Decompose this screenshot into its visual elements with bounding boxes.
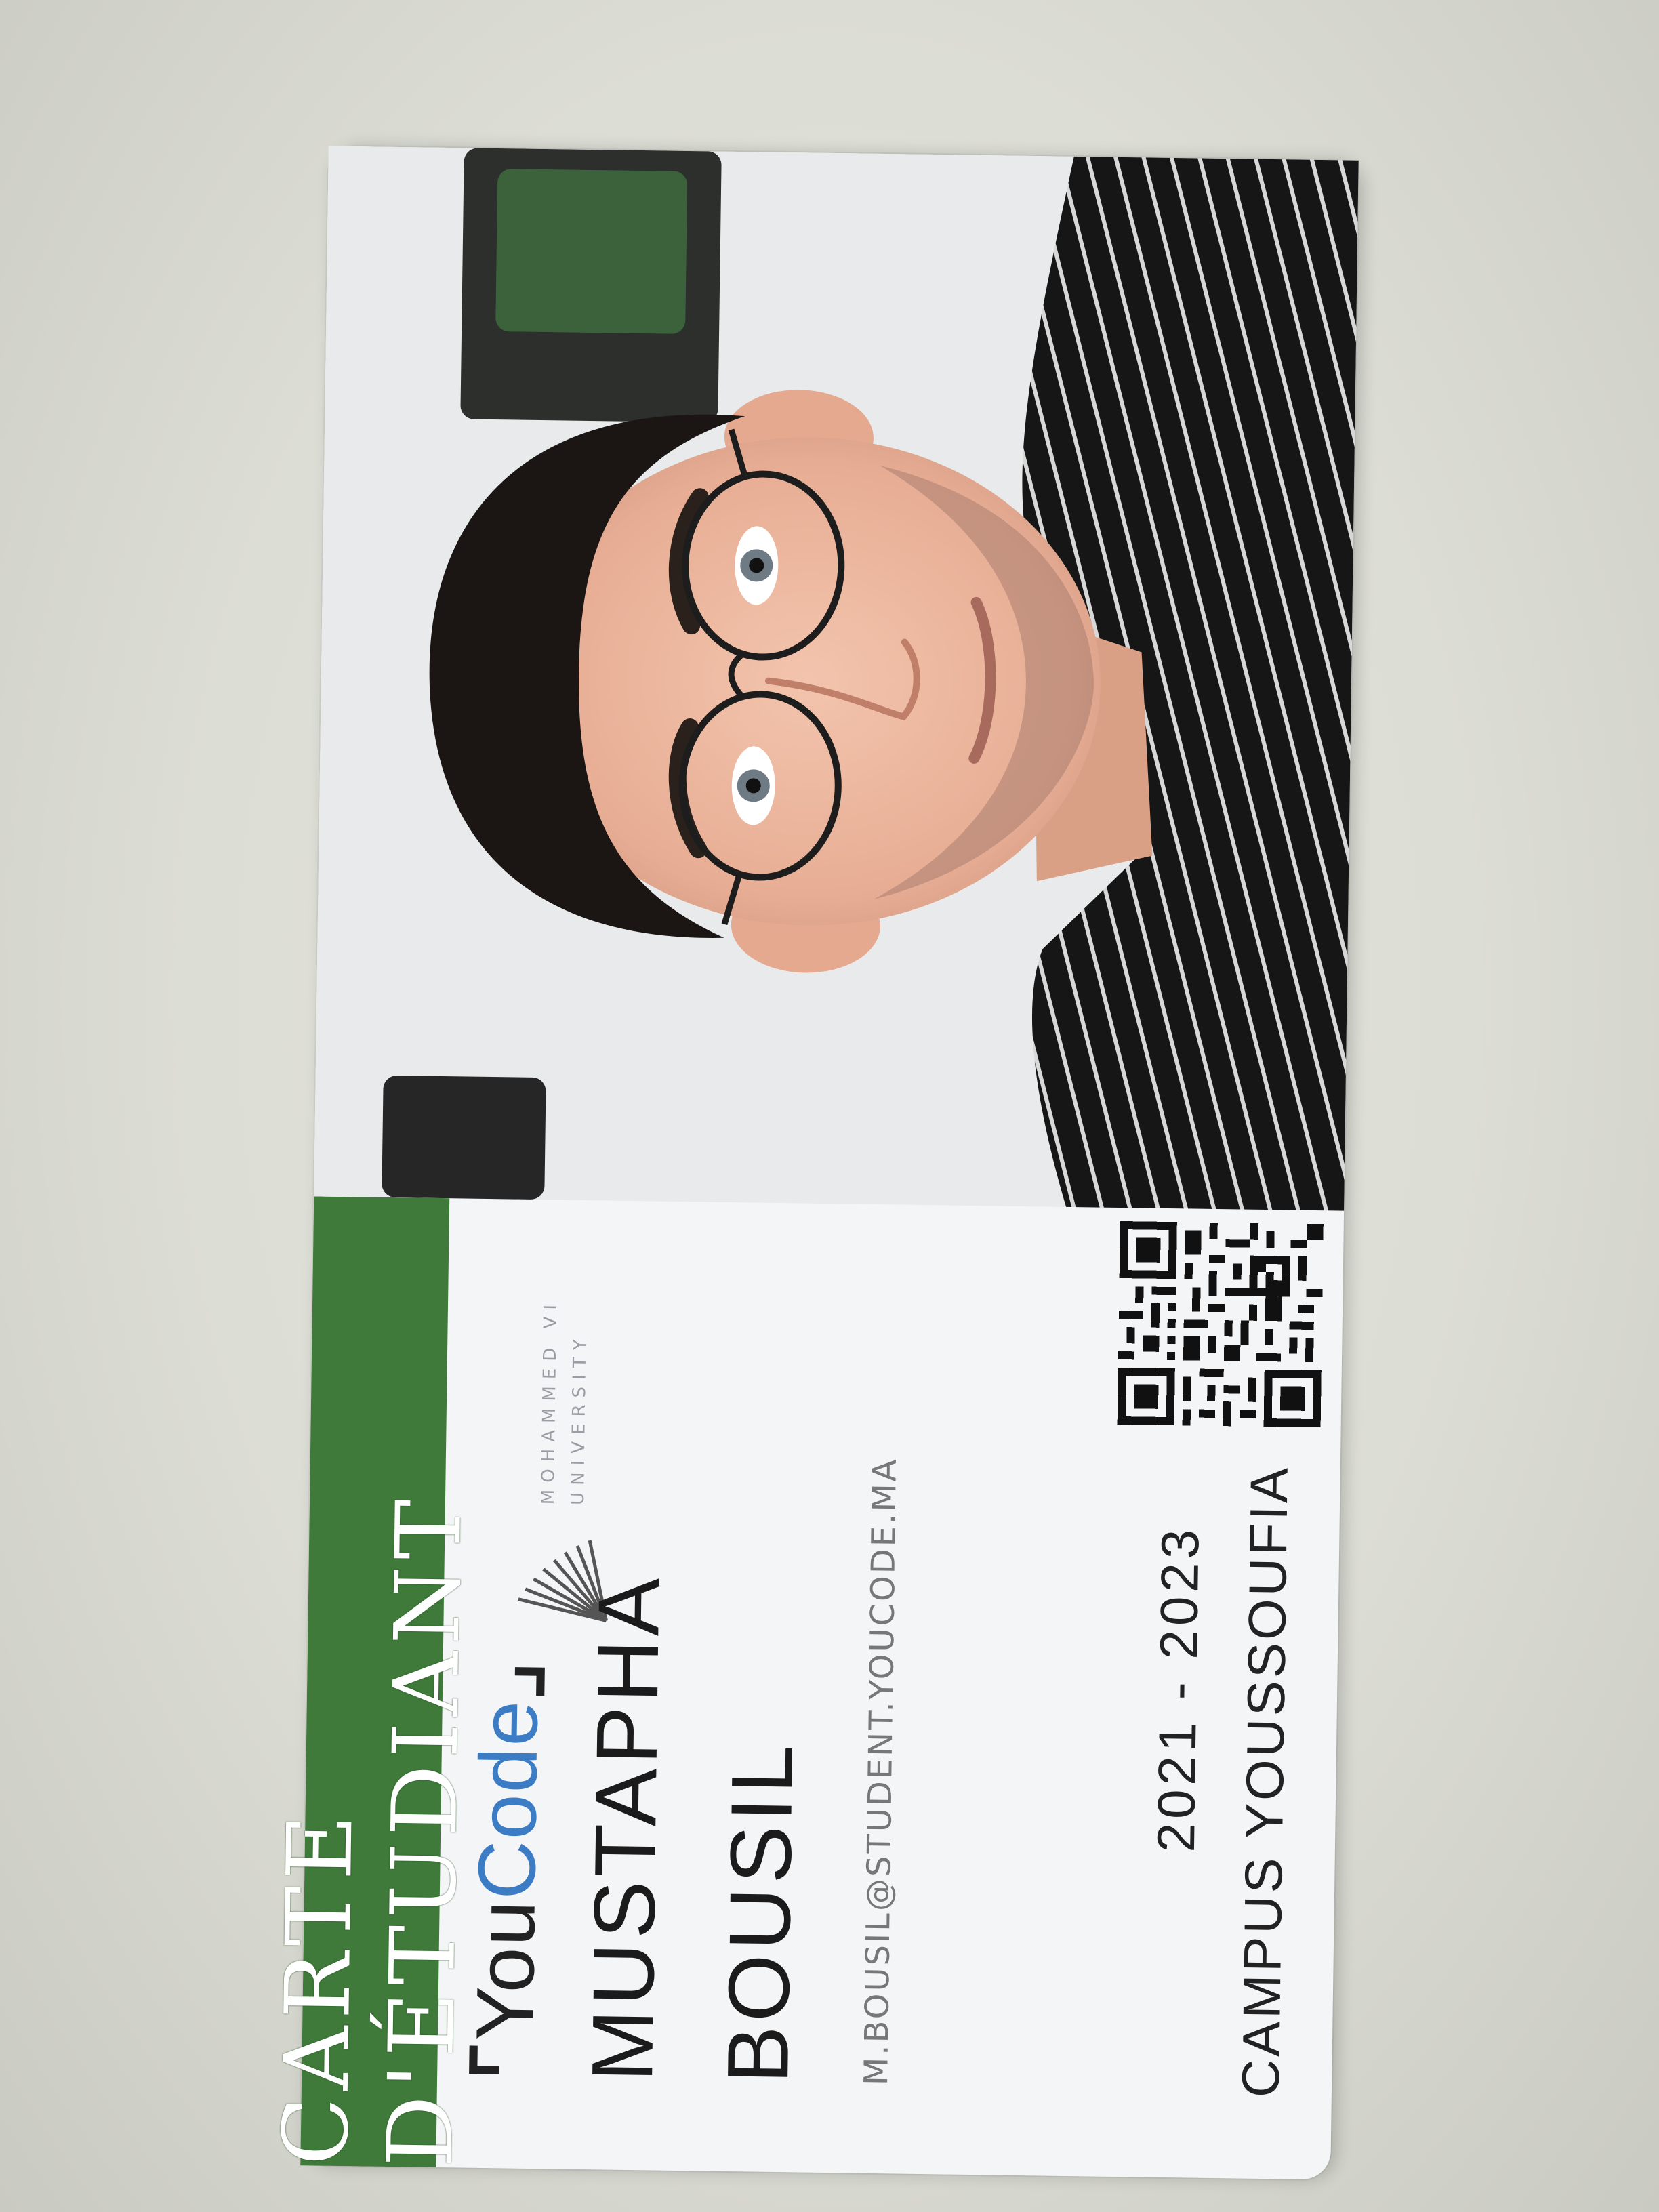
student-id-card (264, 146, 1358, 2180)
academic-years: 2021 - 2023 (1145, 1525, 1210, 1853)
qr-code-icon (1118, 1221, 1324, 1427)
student-portrait (314, 146, 1358, 1211)
student-email: M.BOUSIL@STUDENT.YOUCODE.MA (857, 1457, 904, 2086)
student-last-name: BOUSIL (710, 1740, 812, 2085)
logo-suffix: Code (461, 1698, 555, 1900)
university-line-2: UNIVERSITY (567, 1332, 591, 1506)
card-info-panel (436, 1198, 1344, 2179)
card-title-band (264, 1196, 483, 2168)
card-title: CARTE D'ÉTUDIANT (264, 1492, 483, 2168)
logo-bracket-close: ⌟ (464, 1659, 556, 1700)
logo-prefix: You (459, 1898, 552, 2042)
youcode-logo (457, 1660, 558, 2081)
campus-name: CAMPUS YOUSSOUFIA (1230, 1465, 1299, 2098)
university-name (533, 1298, 596, 1505)
student-first-name: MUSTAPHA (574, 1573, 678, 2083)
logo-bracket-open: ⌜ (459, 2040, 550, 2081)
university-line-1: MOHAMMED VI (537, 1297, 562, 1505)
portrait-illustration (314, 146, 1358, 1211)
